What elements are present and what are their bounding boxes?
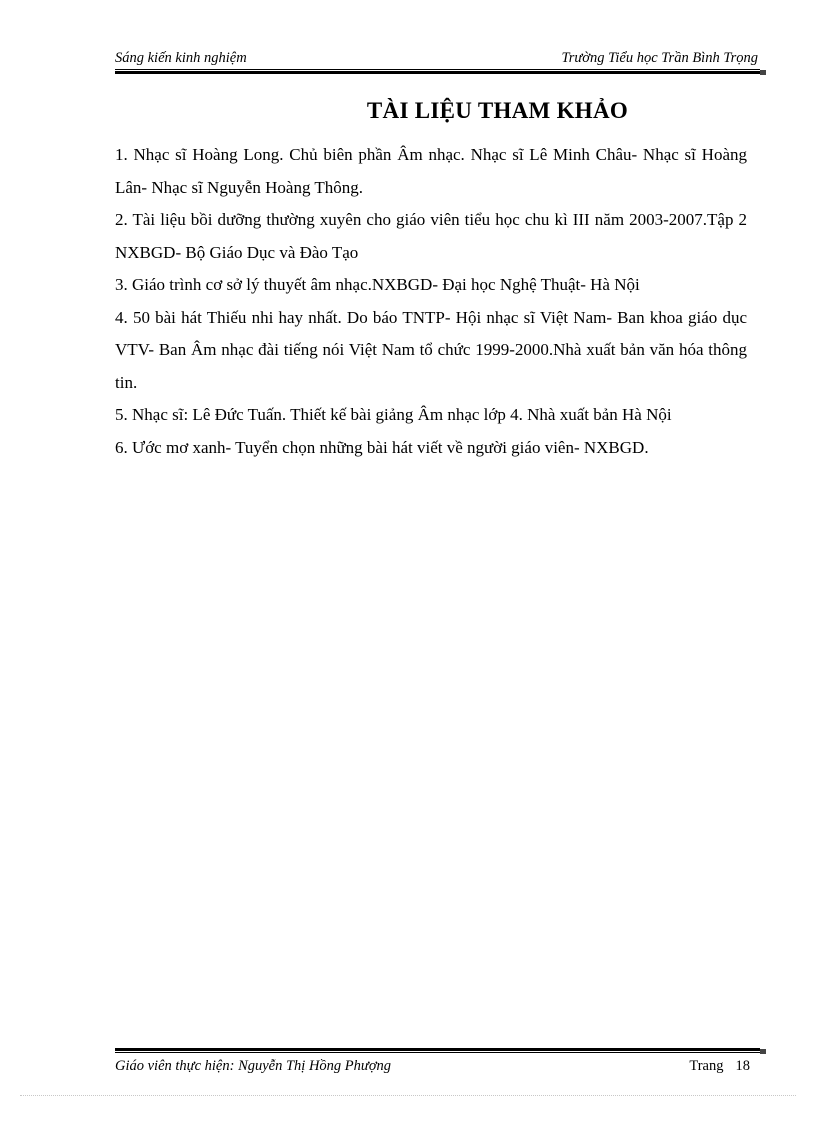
footer-rule [115,1048,760,1053]
header-right-text: Trường Tiểu học Trần Bình Trọng [561,50,758,66]
reference-item-1: 1. Nhạc sĩ Hoàng Long. Chủ biên phần Âm nhạc. Nhạc sĩ Lê Minh Châu- Nhạc sĩ Hoàng Lân- Nhạc sĩ Nguyễn Hoàng Thông. [115,145,747,197]
footer-teacher: Giáo viên thực hiện: Nguyễn Thị Hồng Phượng [115,1058,392,1074]
page-label: Trang [689,1058,724,1074]
reference-item-3: 3. Giáo trình cơ sở lý thuyết âm nhạc.NXBGD- Đại học Nghệ Thuật- Hà Nội [115,275,640,294]
header-rule-shadow [760,70,766,75]
reference-item-2: 2. Tài liệu bồi dưỡng thường xuyên cho giáo viên tiểu học chu kì III năm 2003-2007.Tập 2 NXBGD- Bộ Giáo Dục và Đào Tạo [115,210,747,262]
page-title: TÀI LIỆU THAM KHẢO [366,98,629,123]
header-left-text: Sáng kiến kinh nghiệm [115,50,247,66]
page-footer [115,1058,750,1078]
page-number [689,1058,750,1075]
page-header [115,48,760,70]
header-rule [115,69,760,74]
reference-item-6: 6. Ước mơ xanh- Tuyển chọn những bài hát viết về người giáo viên- NXBGD. [115,437,649,457]
reference-list [115,139,747,464]
page-bottom-divider [20,1095,796,1096]
footer-rule-shadow [760,1049,766,1054]
reference-item-4: 4. 50 bài hát Thiếu nhi hay nhất. Do báo TNTP- Hội nhạc sĩ Việt Nam- Ban khoa giáo dục VTV- Ban Âm nhạc đài tiếng nói Việt Nam tổ chức 1999-2000.Nhà xuất bản văn hóa thông tin. [115,307,747,392]
reference-item-5: 5. Nhạc sĩ: Lê Đức Tuấn. Thiết kế bài giảng Âm nhạc lớp 4. Nhà xuất bản Hà Nội [115,405,672,424]
page-number-value: 18 [735,1058,750,1074]
